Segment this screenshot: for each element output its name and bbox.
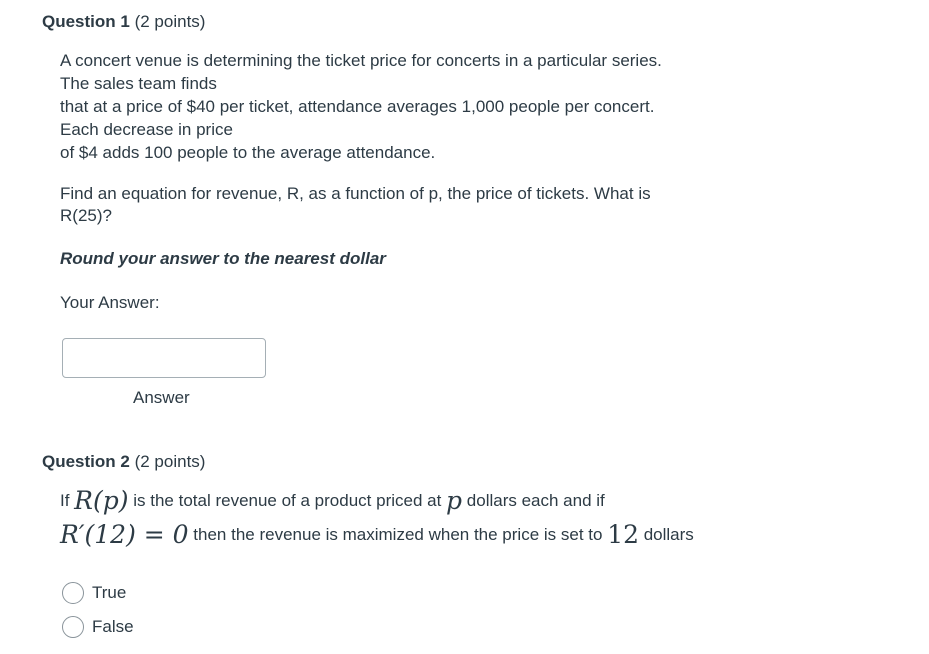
question-2-points: (2 points) <box>134 452 206 471</box>
question-2-text-line-2 <box>60 520 694 549</box>
rounding-instruction: Round your answer to the nearest dollar <box>60 249 386 268</box>
question-2-header <box>42 452 205 472</box>
math-revenue-function: R(p) <box>74 486 129 515</box>
question-1-text-line: of $4 adds 100 people to the average attendance. <box>60 143 436 162</box>
question-1-prompt <box>60 183 651 227</box>
option-true-label: True <box>92 583 127 602</box>
question-1-text-line: Each decrease in price <box>60 120 233 139</box>
q2-line2-mid: then the revenue is maximized when the price is set to <box>188 525 608 544</box>
q2-line2-suffix: dollars <box>639 525 694 544</box>
answer-caption: Answer <box>133 388 190 407</box>
question-1-text-line: A concert venue is determining the ticket price for concerts in a particular series. <box>60 51 662 70</box>
question-1-header <box>42 12 205 32</box>
question-2-text-line-1 <box>60 486 605 515</box>
question-1-points: (2 points) <box>134 12 206 31</box>
math-derivative-condition: R′(12) = 0 <box>60 520 189 549</box>
question-1-prompt-line: R(25)? <box>60 206 112 225</box>
option-false-label: False <box>92 617 134 636</box>
option-false[interactable] <box>62 616 134 638</box>
q2-mid: is the total revenue of a product priced at <box>128 491 447 510</box>
q2-suffix: dollars each and if <box>462 491 605 510</box>
radio-false[interactable] <box>62 616 84 638</box>
radio-true[interactable] <box>62 582 84 604</box>
math-price-variable: p <box>446 486 463 515</box>
q2-prefix: If <box>60 491 75 510</box>
answer-input[interactable] <box>62 338 266 378</box>
question-1-text-line: that at a price of $40 per ticket, attendance averages 1,000 people per concert. <box>60 97 655 116</box>
question-1-prompt-line: Find an equation for revenue, R, as a function of p, the price of tickets. What is <box>60 184 651 203</box>
question-1-number: Question 1 <box>42 12 130 31</box>
your-answer-label: Your Answer: <box>60 293 160 312</box>
math-price-value: 12 <box>607 520 639 549</box>
option-true[interactable] <box>62 582 126 604</box>
question-1-text-line: The sales team finds <box>60 74 217 93</box>
question-1-text <box>60 49 662 164</box>
question-2-number: Question 2 <box>42 452 130 471</box>
